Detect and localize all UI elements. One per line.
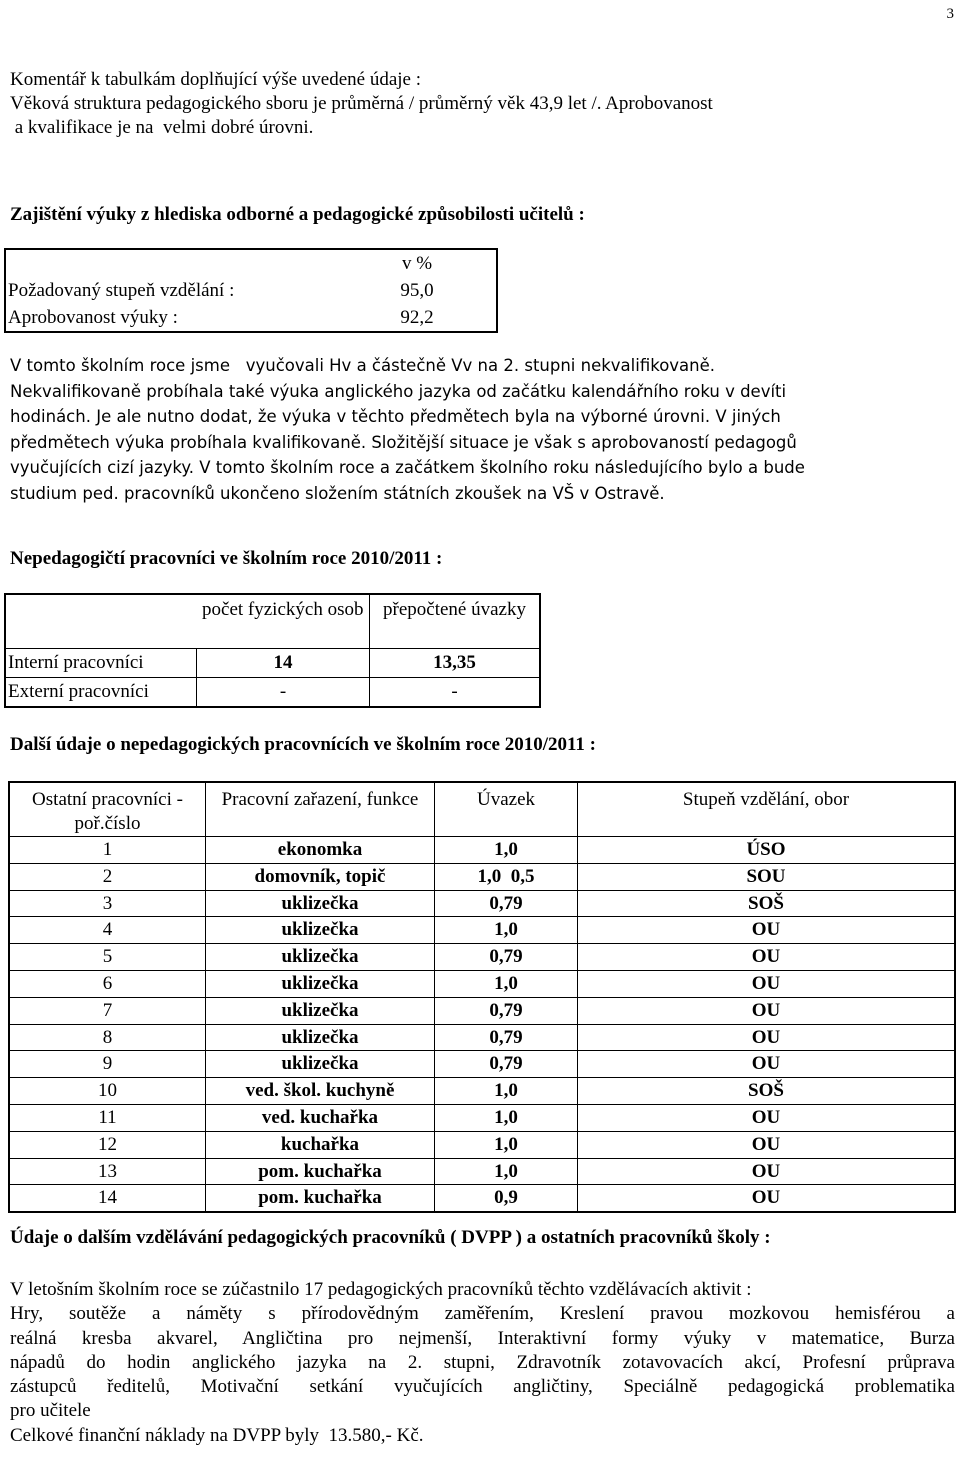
activity-line: reálná kresba akvarel, Angličtina pro nejmenší, Interaktivní formy výuky v matematice, Burza — [10, 1327, 955, 1349]
workload-cell: 0,79 — [435, 997, 578, 1024]
section-heading-qualification: Zajištění výuky z hlediska odborné a pedagogické způsobilosti učitelů : — [10, 204, 585, 225]
workload-cell: 1,0 — [435, 1104, 578, 1131]
order-number-cell: 1 — [9, 837, 206, 864]
activity-line: pro učitele — [10, 1400, 91, 1422]
persons-cell: - — [197, 677, 370, 707]
order-number-cell: 10 — [9, 1078, 206, 1105]
education-cell: OU — [578, 917, 956, 944]
section-heading-dvpp: Údaje o dalším vzdělávání pedagogických pracovníků ( DVPP ) a ostatních pracovníků školy : — [10, 1227, 771, 1248]
page-number: 3 — [946, 6, 954, 22]
order-number-cell: 12 — [9, 1131, 206, 1158]
education-cell: OU — [578, 1131, 956, 1158]
table-row — [9, 863, 955, 890]
comment-block — [10, 68, 955, 140]
section-heading-nonteaching: Nepedagogičtí pracovníci ve školním roce 2010/2011 : — [10, 548, 443, 569]
position-cell: uklizečka — [206, 890, 435, 917]
table-row — [9, 890, 955, 917]
paragraph-line: studium ped. pracovníků ukončeno složením státních zkoušek na VŠ v Ostravě. — [10, 483, 665, 503]
table-row — [9, 1104, 955, 1131]
activity-line: zástupců ředitelů, Motivační setkání vyučujících angličtiny, Speciálně pedagogická problematika — [10, 1376, 955, 1398]
table-row — [9, 917, 955, 944]
education-cell: OU — [578, 997, 956, 1024]
row-value: 95,0 — [400, 280, 434, 301]
column-header: počet fyzických osob — [197, 594, 370, 648]
workload-cell: 1,0 — [435, 837, 578, 864]
education-cell: OU — [578, 1024, 956, 1051]
table-row — [9, 970, 955, 997]
workload-cell: 0,79 — [435, 890, 578, 917]
row-label: Externí pracovníci — [5, 677, 197, 707]
column-header: Stupeň vzdělání, obor — [578, 782, 956, 837]
column-header: Úvazek — [435, 782, 578, 837]
column-header: přepočtené úvazky — [370, 594, 541, 648]
order-number-cell: 6 — [9, 970, 206, 997]
table-row — [5, 277, 497, 304]
table-row — [5, 648, 540, 677]
position-cell: uklizečka — [206, 1051, 435, 1078]
education-cell: SOU — [578, 863, 956, 890]
order-number-cell: 8 — [9, 1024, 206, 1051]
order-number-cell: 13 — [9, 1158, 206, 1185]
order-number-cell: 2 — [9, 863, 206, 890]
paragraph-line: vyučujících cizí jazyky. V tomto školním roce a začátkem školního roku následujícího bylo a bude — [10, 458, 805, 477]
education-cell: OU — [578, 1104, 956, 1131]
table-row — [9, 944, 955, 971]
order-number-cell: 7 — [9, 997, 206, 1024]
position-cell: domovník, topič — [206, 863, 435, 890]
order-number-cell: 11 — [9, 1104, 206, 1131]
position-cell: pom. kuchařka — [206, 1158, 435, 1185]
education-cell: OU — [578, 1051, 956, 1078]
table-row — [9, 1051, 955, 1078]
table-row — [9, 1185, 955, 1212]
paragraph-line: Nekvalifikovaně probíhala také výuka anglického jazyka od začátku kalendářního roku v devíti — [10, 381, 787, 401]
workload-cell: 1,0 — [435, 1131, 578, 1158]
position-cell: uklizečka — [206, 917, 435, 944]
dvpp-costs: Celkové finanční náklady na DVPP byly 13.580,- Kč. — [10, 1424, 424, 1446]
workload-cell: 1,0 — [435, 970, 578, 997]
dvpp-block — [10, 1278, 955, 1448]
workload-cell: 1,0 — [435, 1078, 578, 1105]
table-row — [9, 1024, 955, 1051]
fte-cell: 13,35 — [370, 648, 541, 677]
position-cell: ved. kuchařka — [206, 1104, 435, 1131]
position-cell: uklizečka — [206, 1024, 435, 1051]
order-number-cell: 4 — [9, 917, 206, 944]
order-number-cell: 5 — [9, 944, 206, 971]
position-cell: pom. kuchařka — [206, 1185, 435, 1212]
order-number-cell: 9 — [9, 1051, 206, 1078]
education-cell: OU — [578, 1185, 956, 1212]
comment-line: a kvalifikace je na velmi dobré úrovni. — [10, 117, 314, 138]
workload-cell: 0,79 — [435, 1024, 578, 1051]
fte-cell: - — [370, 677, 541, 707]
position-cell: uklizečka — [206, 970, 435, 997]
workload-cell: 0,79 — [435, 1051, 578, 1078]
paragraph-line: hodinách. Je ale nutno dodat, že výuka v těchto předmětech byla na výborné úrovni. V jiných — [10, 407, 781, 426]
workload-cell: 1,0 — [435, 1158, 578, 1185]
nonteaching-staff-table — [4, 593, 541, 708]
order-number-cell: 14 — [9, 1185, 206, 1212]
activity-line: Hry, soutěže a náměty s přírodovědným zaměřením, Kreslení pravou mozkovou hemisférou a — [10, 1303, 955, 1325]
row-value: 92,2 — [400, 307, 434, 328]
education-cell: OU — [578, 944, 956, 971]
paragraph-line: předmětech výuka probíhala kvalifikovaně. Složitější situace je však s aprobovaností pedagogů — [10, 432, 797, 452]
education-cell: OU — [578, 1158, 956, 1185]
workload-cell: 1,0 — [435, 917, 578, 944]
column-header: Pracovní zařazení, funkce — [206, 782, 435, 837]
education-cell: SOŠ — [578, 1078, 956, 1105]
order-number-cell: 3 — [9, 890, 206, 917]
persons-cell: 14 — [197, 648, 370, 677]
table-row — [9, 1078, 955, 1105]
column-header: Ostatní pracovníci - poř.číslo — [9, 782, 206, 837]
education-cell: SOŠ — [578, 890, 956, 917]
staff-details-table — [8, 781, 956, 1213]
table-row — [5, 304, 497, 332]
table-row — [9, 837, 955, 864]
paragraph-line: V tomto školním roce jsme vyučovali Hv a částečně Vv na 2. stupni nekvalifikovaně. — [10, 356, 716, 375]
dvpp-intro: V letošním školním roce se zúčastnilo 17 pedagogických pracovníků těchto vzdělávacích aktivit : — [10, 1279, 752, 1300]
position-cell: uklizečka — [206, 944, 435, 971]
workload-cell: 0,79 — [435, 944, 578, 971]
table-row — [5, 677, 540, 707]
comment-line: Komentář k tabulkám doplňující výše uvedené údaje : — [10, 69, 422, 90]
row-label: Požadovaný stupeň vzdělání : — [8, 280, 235, 301]
comment-line: Věková struktura pedagogického sboru je průměrná / průměrný věk 43,9 let /. Aprobovanost — [10, 93, 713, 114]
row-label: Aprobovanost výuky : — [8, 307, 178, 328]
unit-header: v % — [401, 253, 433, 274]
education-cell: ÚSO — [578, 837, 956, 864]
position-cell: ekonomka — [206, 837, 435, 864]
workload-cell: 1,0 0,5 — [435, 863, 578, 890]
table-row — [9, 997, 955, 1024]
workload-cell: 0,9 — [435, 1185, 578, 1212]
row-label: Interní pracovníci — [5, 648, 197, 677]
education-cell: OU — [578, 970, 956, 997]
qualification-paragraph — [10, 353, 955, 506]
position-cell: uklizečka — [206, 997, 435, 1024]
table-row — [9, 1131, 955, 1158]
section-heading-staff-details: Další údaje o nepedagogických pracovnících ve školním roce 2010/2011 : — [10, 734, 597, 755]
table-row — [9, 1158, 955, 1185]
qualification-table — [4, 248, 498, 333]
activity-line: nápadů do hodin anglického jazyka na 2. stupni, Zdravotník zotavovacích akcí, Profesní průprava — [10, 1351, 955, 1373]
position-cell: ved. škol. kuchyně — [206, 1078, 435, 1105]
position-cell: kuchařka — [206, 1131, 435, 1158]
